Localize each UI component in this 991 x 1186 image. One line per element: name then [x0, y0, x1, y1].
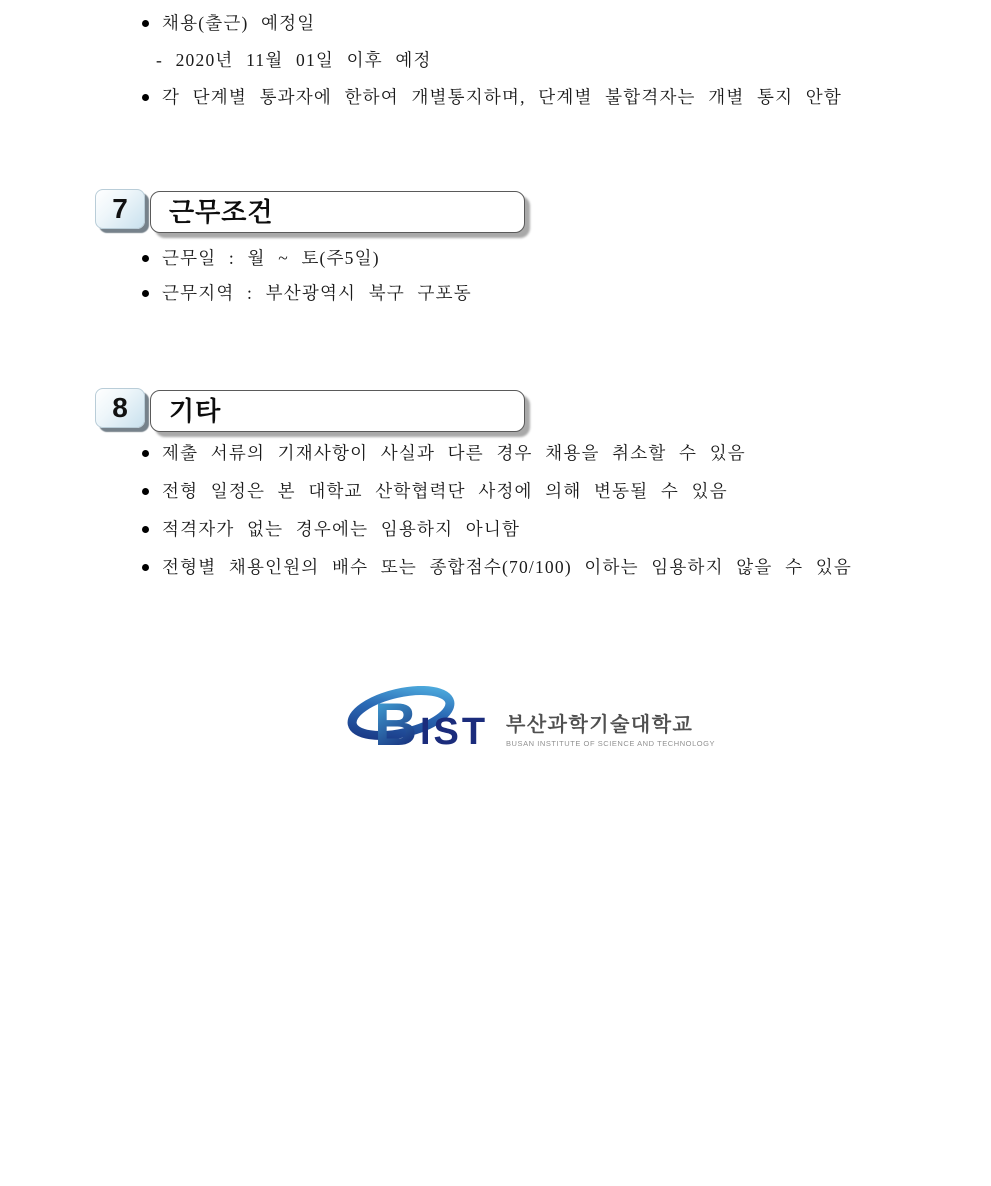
- list-item: [140, 246, 985, 270]
- bullet-dot-icon: [142, 290, 149, 297]
- list-item: [140, 555, 985, 579]
- bullet-dot-icon: [142, 20, 149, 27]
- bullet-dot-icon: [142, 450, 149, 457]
- intro-bullet-text: 채용(출근) 예정일: [162, 13, 316, 33]
- bullet-text: 전형별 채용인원의 배수 또는 종합점수(70/100) 이하는 임용하지 않을 수 있음: [162, 557, 852, 577]
- section-title: 기타: [169, 396, 222, 426]
- list-item: [140, 11, 985, 35]
- list-item: [140, 441, 985, 465]
- svg-text:B: B: [374, 691, 418, 756]
- bullet-text: 적격자가 없는 경우에는 임용하지 아니함: [162, 519, 521, 539]
- list-item: [140, 281, 985, 305]
- bullet-dot-icon: [142, 488, 149, 495]
- list-item: [140, 85, 985, 109]
- bullet-dot-icon: [142, 564, 149, 571]
- list-item: [140, 479, 985, 503]
- bullet-dot-icon: [142, 94, 149, 101]
- bist-logo-mark-icon: [346, 686, 496, 756]
- bist-logo-text: [506, 708, 715, 748]
- intro-bullet-text: 각 단계별 통과자에 한하여 개별통지하며, 단계별 불합격자는 개별 통지 안함: [162, 87, 843, 107]
- bullet-dot-icon: [142, 255, 149, 262]
- section-number-badge: 8: [95, 388, 145, 428]
- intro-sub-item-text: - 2020년 11월 01일 이후 예정: [156, 50, 432, 70]
- section-title-box: [150, 390, 525, 432]
- list-item: [140, 48, 985, 72]
- bist-logo: [346, 686, 715, 756]
- university-name-korean: 부산과학기술대학교: [506, 714, 694, 736]
- bullet-dot-icon: [142, 526, 149, 533]
- university-name-english: BUSAN INSTITUTE OF SCIENCE AND TECHNOLOGY: [506, 739, 716, 748]
- section-7-bullet-list: [140, 246, 985, 316]
- bullet-text: 전형 일정은 본 대학교 산학협력단 사정에 의해 변동될 수 있음: [162, 481, 728, 501]
- section-8-bullet-list: [140, 441, 985, 593]
- section-number-badge: 7: [95, 189, 145, 229]
- svg-text:IST: IST: [420, 711, 489, 753]
- list-item: [140, 517, 985, 541]
- bullet-text: 근무일 : 월 ~ 토(주5일): [162, 248, 380, 268]
- bullet-text: 제출 서류의 기재사항이 사실과 다른 경우 채용을 취소할 수 있음: [162, 443, 746, 463]
- section-title: 근무조건: [169, 197, 274, 227]
- section-title-box: [150, 191, 525, 233]
- intro-bullet-list: [140, 11, 985, 122]
- bullet-text: 근무지역 : 부산광역시 북구 구포동: [162, 283, 472, 303]
